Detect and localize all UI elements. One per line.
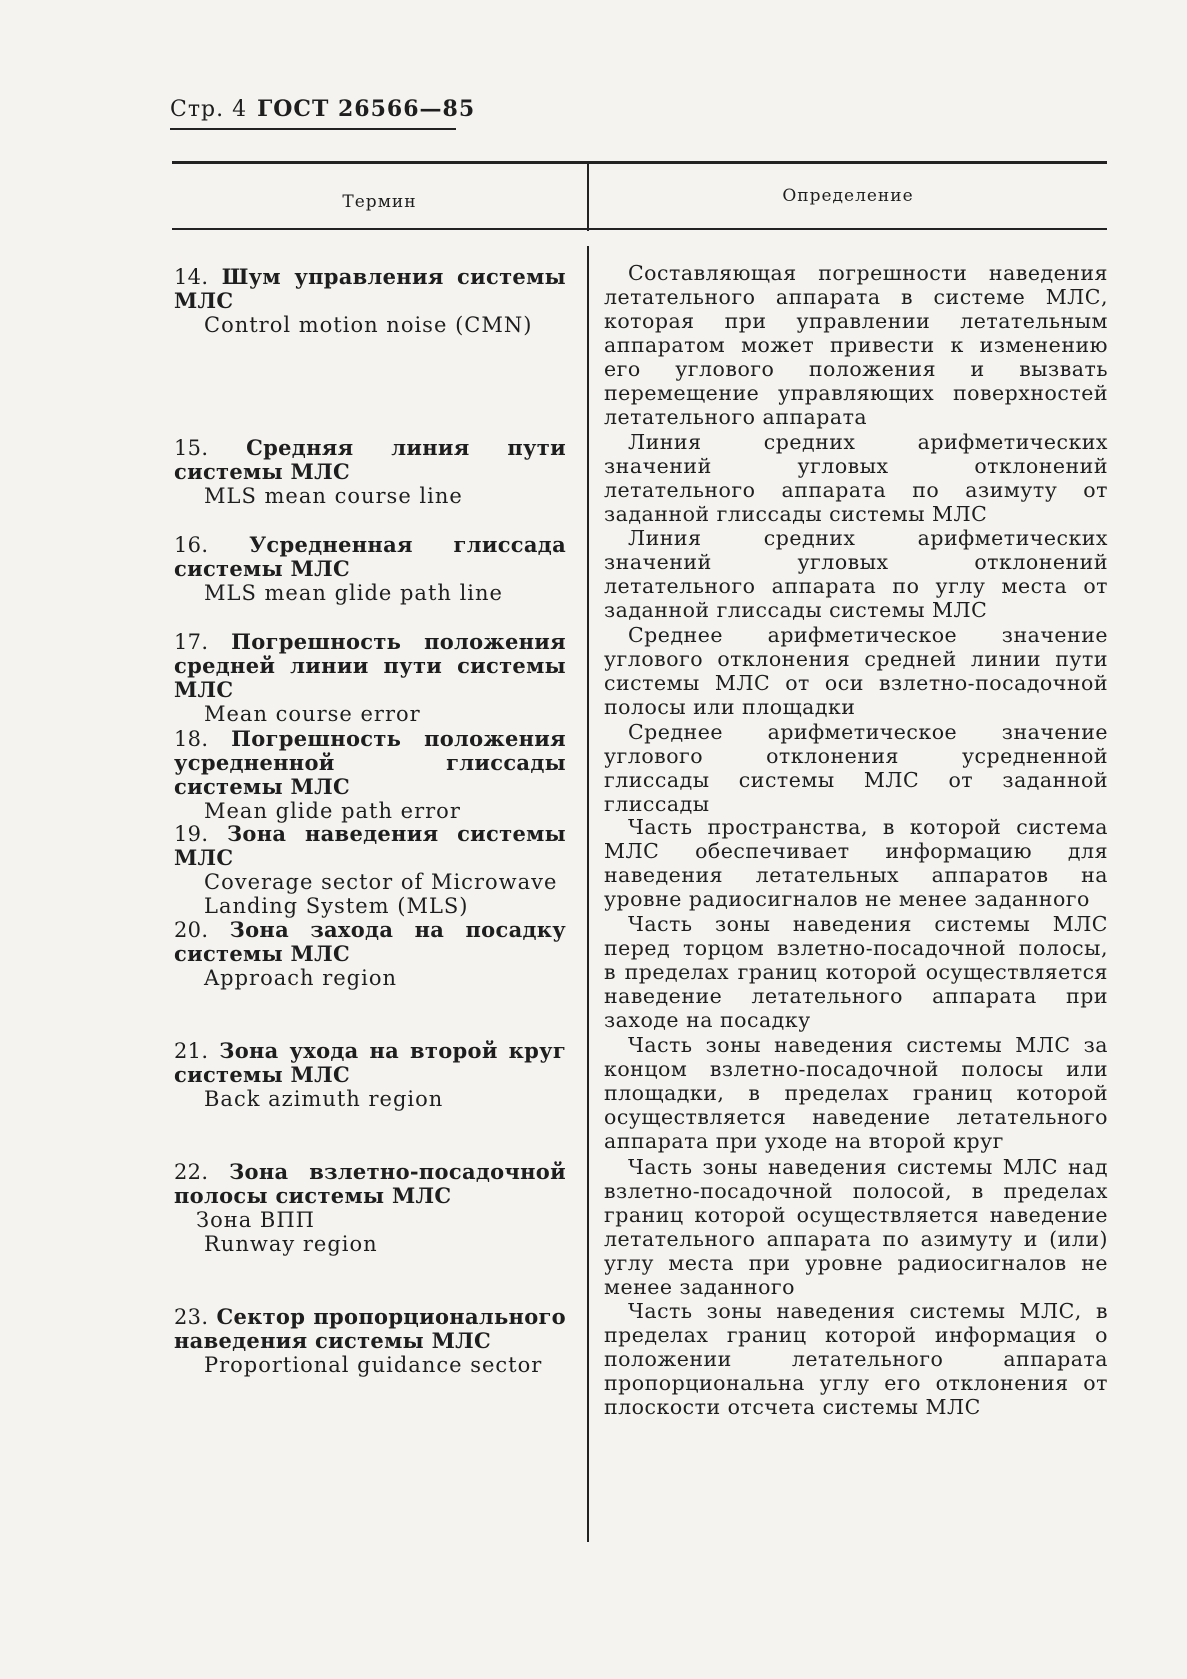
term-23: 23. Сектор пропорционального наведения системы МЛС Proportional guidance sector xyxy=(174,1304,566,1377)
term-name: Зона ухода на второй круг системы МЛС xyxy=(174,1038,566,1087)
term-14: 14. Шум управления системы МЛС Control motion noise (CMN) xyxy=(174,264,566,337)
term-22: 22. Зона взлетно-посадочной полосы системы МЛС Зона ВПП Runway region xyxy=(174,1159,566,1256)
definition-16: Линия средних арифметических значений угловых отклонений летательного аппарата по углу места от заданной глиссады системы МЛС xyxy=(604,526,1108,622)
term-english: Back azimuth region xyxy=(204,1087,444,1111)
term-english: Control motion noise (CMN) xyxy=(204,313,533,337)
term-short-ru: Зона ВПП xyxy=(196,1208,315,1232)
term-name: Погрешность положения усредненной глиссады системы МЛС xyxy=(174,726,566,799)
table-top-rule xyxy=(172,161,1107,164)
column-header-term: Термин xyxy=(342,192,417,212)
page-header xyxy=(170,96,475,122)
term-name: Средняя линия пути системы МЛС xyxy=(174,435,566,484)
term-name: Погрешность положения средней линии пути системы МЛС xyxy=(174,629,566,702)
term-21: 21. Зона ухода на второй круг системы МЛС Back azimuth region xyxy=(174,1038,566,1111)
definition-23: Часть зоны наведения системы МЛС, в пределах границ которой информация о положении летательного аппарата пропорциональна углу его отклонения от плоскости отсчета системы МЛС xyxy=(604,1299,1108,1419)
definition-22: Часть зоны наведения системы МЛС над взлетно-посадочной полосой, в пределах границ которой осуществляется наведение летательного аппарата по азимуту и (или) углу места при уровне радиосигналов не менее заданного xyxy=(604,1155,1108,1299)
term-name: Сектор пропорционального наведения системы МЛС xyxy=(174,1304,566,1353)
term-name: Зона взлетно-посадочной полосы системы МЛС xyxy=(174,1159,566,1208)
term-english: MLS mean glide path line xyxy=(204,581,503,605)
term-english: MLS mean course line xyxy=(204,484,463,508)
column-divider-body xyxy=(587,246,589,1542)
term-19: 19. Зона наведения системы МЛС Coverage sector of Microwave Landing System (MLS) xyxy=(174,821,566,918)
definition-19: Часть пространства, в которой система МЛС обеспечивает информацию для наведения летательных аппаратов на уровне радиосигналов не менее заданного xyxy=(604,815,1108,911)
definition-20: Часть зоны наведения системы МЛС перед торцом взлетно-посадочной полосы, в пределах границ которой осуществляется наведение летательного аппарата при заходе на посадку xyxy=(604,912,1108,1032)
definition-17: Среднее арифметическое значение углового отклонения средней линии пути системы МЛС от оси взлетно-посадочной полосы или площадки xyxy=(604,623,1108,719)
term-18: 18. Погрешность положения усредненной глиссады системы МЛС Mean glide path error xyxy=(174,726,566,823)
term-english: Approach region xyxy=(204,966,398,990)
term-name: Шум управления системы МЛС xyxy=(174,264,566,313)
term-20: 20. Зона захода на посадку системы МЛС Approach region xyxy=(174,917,566,990)
page-number: Стр. 4 xyxy=(170,97,248,122)
term-english: Proportional guidance sector xyxy=(204,1353,543,1377)
header-underline xyxy=(170,128,456,130)
term-name: Зона захода на посадку системы МЛС xyxy=(174,917,566,966)
table-header-rule xyxy=(172,228,1107,230)
term-english: Mean course error xyxy=(204,702,421,726)
term-name: Усредненная глиссада системы МЛС xyxy=(174,532,566,581)
term-english: Runway region xyxy=(204,1232,378,1256)
term-english: Mean glide path error xyxy=(204,799,461,823)
term-name: Зона наведения системы МЛС xyxy=(174,821,566,870)
term-17: 17. Погрешность положения средней линии пути системы МЛС Mean course error xyxy=(174,629,566,726)
standard-number: ГОСТ 26566—85 xyxy=(257,96,476,122)
term-16: 16. Усредненная глиссада системы МЛС MLS mean glide path line xyxy=(174,532,566,605)
term-15: 15. Средняя линия пути системы МЛС MLS mean course line xyxy=(174,435,566,508)
column-header-definition: Определение xyxy=(782,186,914,206)
definition-18: Среднее арифметическое значение углового отклонения усредненной глиссады системы МЛС от заданной глиссады xyxy=(604,720,1108,816)
term-english: Coverage sector of Microwave Landing System (MLS) xyxy=(204,870,558,918)
definition-21: Часть зоны наведения системы МЛС за концом взлетно-посадочной полосы или площадки, в пределах границ которой осуществляется наведение летательного аппарата при уходе на второй круг xyxy=(604,1033,1108,1153)
definition-15: Линия средних арифметических значений угловых отклонений летательного аппарата по азимуту от заданной глиссады системы МЛС xyxy=(604,430,1108,526)
definition-14: Составляющая погрешности наведения летательного аппарата в системе МЛС, которая при управлении летательным аппаратом может привести к изменению его углового положения и вызвать перемещение управляющих поверхностей летательного аппарата xyxy=(604,261,1108,429)
